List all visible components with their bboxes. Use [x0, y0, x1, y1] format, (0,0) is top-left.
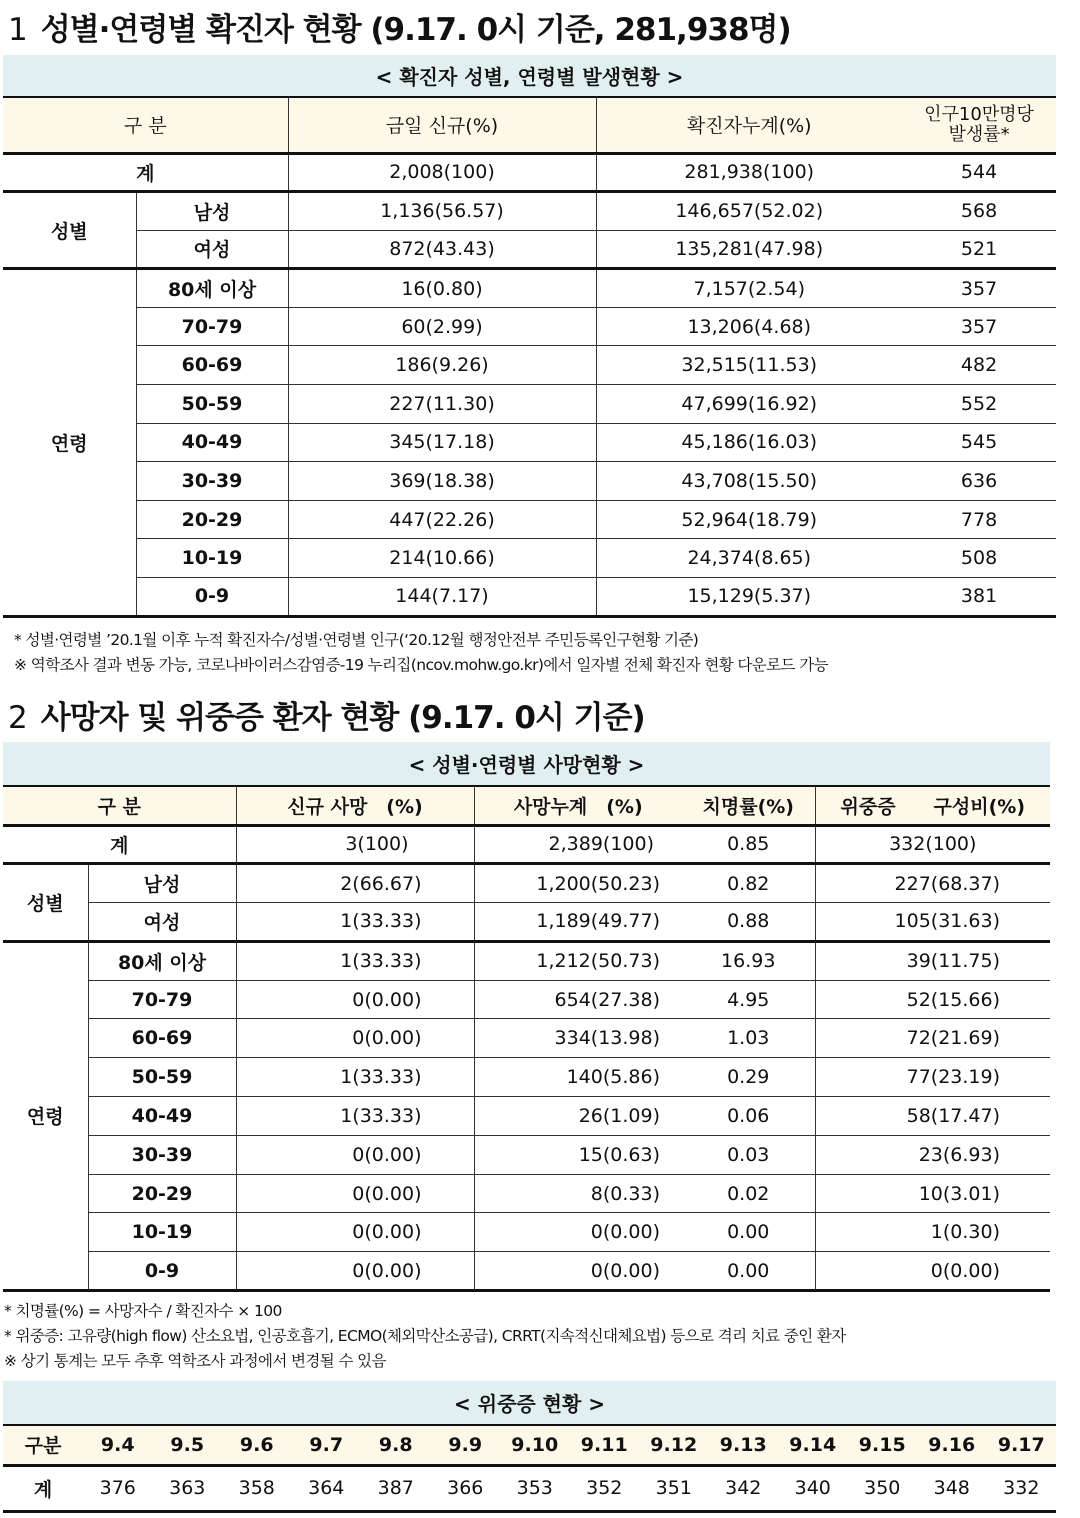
table-row — [3, 385, 1056, 424]
header-cum-death: 사망누계 (%) — [474, 786, 682, 825]
header-row — [3, 1425, 1056, 1465]
header-category: 구분 — [3, 1425, 83, 1465]
new-cases: 186(9.26) — [288, 346, 596, 385]
severe-cases: 227(68.37) — [815, 864, 1050, 903]
table-caption: < 확진자 성별, 연령별 발생현황 > — [3, 55, 1056, 97]
row-label: 40-49 — [88, 1097, 236, 1136]
severe-cases: 332(100) — [815, 825, 1050, 864]
row-label: 남성 — [88, 864, 236, 903]
header-rate-line1: 인구10만명당 — [924, 103, 1034, 125]
header-date: 9.11 — [570, 1425, 640, 1465]
fatality-rate: 0.00 — [682, 1213, 815, 1252]
header-date: 9.17 — [987, 1425, 1057, 1465]
new-cases: 227(11.30) — [288, 385, 596, 424]
cumulative-deaths: 654(27.38) — [474, 980, 682, 1019]
new-deaths: 0(0.00) — [236, 1174, 474, 1213]
fatality-rate: 0.06 — [682, 1097, 815, 1136]
severe-count: 376 — [83, 1465, 153, 1511]
header-category: 구 분 — [3, 786, 236, 825]
section2-title — [8, 692, 645, 737]
header-date: 9.7 — [292, 1425, 362, 1465]
row-label: 여성 — [136, 230, 288, 269]
row-label: 계 — [3, 825, 236, 864]
new-cases: 345(17.18) — [288, 423, 596, 462]
header-date: 9.6 — [222, 1425, 292, 1465]
severe-count: 366 — [431, 1465, 501, 1511]
cumulative-deaths: 15(0.63) — [474, 1135, 682, 1174]
group-label-age: 연령 — [3, 269, 136, 616]
section1-title — [8, 4, 791, 49]
total-row — [3, 1465, 1056, 1511]
footnote: * 성별·연령별 ’20.1월 이후 누적 확진자수/성별·연령별 인구(‘20.12월 행정안전부 주민등록인구현황 기준) — [14, 631, 699, 649]
incidence-rate: 545 — [902, 423, 1056, 462]
fatality-rate: 4.95 — [682, 980, 815, 1019]
incidence-rate: 544 — [902, 153, 1056, 192]
new-cases: 872(43.43) — [288, 230, 596, 269]
row-label: 남성 — [136, 192, 288, 231]
cumulative-cases: 7,157(2.54) — [596, 269, 902, 308]
cumulative-deaths: 0(0.00) — [474, 1213, 682, 1252]
new-cases: 369(18.38) — [288, 462, 596, 501]
table-row — [3, 307, 1056, 346]
group-label-age: 연령 — [3, 941, 88, 1290]
table-row — [3, 539, 1056, 578]
header-fatality: 치명률(%) — [682, 786, 815, 825]
cumulative-cases: 146,657(52.02) — [596, 192, 902, 231]
cumulative-cases: 45,186(16.03) — [596, 423, 902, 462]
header-date: 9.9 — [431, 1425, 501, 1465]
cumulative-deaths: 2,389(100) — [474, 825, 682, 864]
incidence-rate: 482 — [902, 346, 1056, 385]
new-cases: 447(22.26) — [288, 500, 596, 539]
severe-count: 350 — [848, 1465, 918, 1511]
incidence-rate: 381 — [902, 578, 1056, 617]
table-row — [3, 903, 1050, 942]
footnote: * 위중증: 고유량(high flow) 산소요법, 인공호흡기, ECMO(체외막산소공급), CRRT(지속적신대체요법) 등으로 격리 치료 중인 환자 — [4, 1327, 846, 1345]
cumulative-deaths: 0(0.00) — [474, 1252, 682, 1291]
section2-title-text: 사망자 및 위중증 환자 현황 (9.17. 0시 기준) — [40, 700, 645, 736]
new-cases: 144(7.17) — [288, 578, 596, 617]
severe-count: 363 — [153, 1465, 223, 1511]
row-label: 50-59 — [88, 1058, 236, 1097]
severe-cases: 1(0.30) — [815, 1213, 1050, 1252]
table-row — [3, 1252, 1050, 1291]
cumulative-deaths: 8(0.33) — [474, 1174, 682, 1213]
severe-count: 364 — [292, 1465, 362, 1511]
new-deaths: 1(33.33) — [236, 1097, 474, 1136]
new-deaths: 0(0.00) — [236, 1213, 474, 1252]
table-row — [3, 230, 1056, 269]
table-caption-row — [3, 55, 1056, 97]
footnote: ※ 역학조사 결과 변동 가능, 코로나바이러스감염증-19 누리집(ncov.mohw.go.kr)에서 일자별 전체 확진자 현황 다운로드 가능 — [14, 656, 828, 674]
incidence-rate: 552 — [902, 385, 1056, 424]
cumulative-deaths: 1,189(49.77) — [474, 903, 682, 942]
new-cases: 16(0.80) — [288, 269, 596, 308]
new-cases: 2,008(100) — [288, 153, 596, 192]
new-deaths: 0(0.00) — [236, 1019, 474, 1058]
incidence-rate: 357 — [902, 269, 1056, 308]
cumulative-cases: 43,708(15.50) — [596, 462, 902, 501]
table-row — [3, 1097, 1050, 1136]
fatality-rate: 0.00 — [682, 1252, 815, 1291]
section2-number: 2 — [8, 700, 27, 736]
table-row — [3, 864, 1050, 903]
table-row — [3, 1135, 1050, 1174]
section1-title-text: 성별·연령별 확진자 현황 (9.17. 0시 기준, 281,938명) — [40, 12, 791, 48]
total-row — [3, 825, 1050, 864]
row-label: 계 — [3, 153, 288, 192]
severe-cases: 77(23.19) — [815, 1058, 1050, 1097]
severe-cases: 58(17.47) — [815, 1097, 1050, 1136]
table-row — [3, 192, 1056, 231]
header-date: 9.4 — [83, 1425, 153, 1465]
table-caption: < 위중증 현황 > — [3, 1381, 1056, 1425]
row-label: 60-69 — [88, 1019, 236, 1058]
row-label: 계 — [3, 1465, 83, 1511]
incidence-rate: 778 — [902, 500, 1056, 539]
incidence-rate: 568 — [902, 192, 1056, 231]
new-deaths: 0(0.00) — [236, 980, 474, 1019]
header-date: 9.10 — [500, 1425, 570, 1465]
fatality-rate: 0.88 — [682, 903, 815, 942]
header-date: 9.14 — [778, 1425, 848, 1465]
row-label: 0-9 — [136, 578, 288, 617]
incidence-rate: 508 — [902, 539, 1056, 578]
header-date: 9.8 — [361, 1425, 431, 1465]
header-row — [3, 786, 1050, 825]
incidence-rate: 521 — [902, 230, 1056, 269]
header-rate — [902, 97, 1056, 153]
cumulative-cases: 13,206(4.68) — [596, 307, 902, 346]
header-row — [3, 97, 1056, 153]
severe-cases: 0(0.00) — [815, 1252, 1050, 1291]
row-label: 80세 이상 — [136, 269, 288, 308]
new-deaths: 0(0.00) — [236, 1135, 474, 1174]
cumulative-cases: 52,964(18.79) — [596, 500, 902, 539]
new-cases: 1,136(56.57) — [288, 192, 596, 231]
new-deaths: 2(66.67) — [236, 864, 474, 903]
row-label: 70-79 — [136, 307, 288, 346]
table-caption-row — [3, 742, 1050, 786]
table-row — [3, 500, 1056, 539]
new-cases: 60(2.99) — [288, 307, 596, 346]
cumulative-cases: 32,515(11.53) — [596, 346, 902, 385]
group-label-sex: 성별 — [3, 864, 88, 942]
row-label: 10-19 — [88, 1213, 236, 1252]
row-label: 20-29 — [136, 500, 288, 539]
row-label: 50-59 — [136, 385, 288, 424]
table-row — [3, 980, 1050, 1019]
header-new: 금일 신규(%) — [288, 97, 596, 153]
footnote: * 치명률(%) = 사망자수 / 확진자수 × 100 — [4, 1302, 282, 1320]
deaths-table — [3, 742, 1050, 1292]
header-category: 구 분 — [3, 97, 288, 153]
fatality-rate: 0.85 — [682, 825, 815, 864]
cumulative-deaths: 140(5.86) — [474, 1058, 682, 1097]
severe-cases: 39(11.75) — [815, 941, 1050, 980]
cumulative-cases: 281,938(100) — [596, 153, 902, 192]
severe-count: 352 — [570, 1465, 640, 1511]
table-row — [3, 423, 1056, 462]
new-cases: 214(10.66) — [288, 539, 596, 578]
new-deaths: 1(33.33) — [236, 941, 474, 980]
table-row — [3, 1019, 1050, 1058]
cumulative-deaths: 26(1.09) — [474, 1097, 682, 1136]
row-label: 80세 이상 — [88, 941, 236, 980]
severe-count: 332 — [987, 1465, 1057, 1511]
incidence-rate: 636 — [902, 462, 1056, 501]
row-label: 여성 — [88, 903, 236, 942]
row-label: 0-9 — [88, 1252, 236, 1291]
severe-count: 353 — [500, 1465, 570, 1511]
row-label: 10-19 — [136, 539, 288, 578]
severe-cases-table — [3, 1381, 1056, 1513]
table-row — [3, 462, 1056, 501]
confirmed-cases-table — [3, 55, 1056, 618]
new-deaths: 0(0.00) — [236, 1252, 474, 1291]
cumulative-deaths: 1,200(50.23) — [474, 864, 682, 903]
new-deaths: 3(100) — [236, 825, 474, 864]
table-caption-row — [3, 1381, 1056, 1425]
row-label: 30-39 — [136, 462, 288, 501]
row-label: 70-79 — [88, 980, 236, 1019]
group-label-sex: 성별 — [3, 192, 136, 269]
header-date: 9.15 — [848, 1425, 918, 1465]
header-cumulative: 확진자누계(%) — [596, 97, 902, 153]
new-deaths: 1(33.33) — [236, 1058, 474, 1097]
row-label: 20-29 — [88, 1174, 236, 1213]
total-row — [3, 153, 1056, 192]
severe-count: 340 — [778, 1465, 848, 1511]
cumulative-cases: 47,699(16.92) — [596, 385, 902, 424]
header-date: 9.13 — [709, 1425, 779, 1465]
row-label: 60-69 — [136, 346, 288, 385]
severe-cases: 10(3.01) — [815, 1174, 1050, 1213]
header-rate-line2: 발생률* — [948, 123, 1010, 145]
severe-cases: 105(31.63) — [815, 903, 1050, 942]
table-row — [3, 269, 1056, 308]
row-label: 30-39 — [88, 1135, 236, 1174]
table-row — [3, 578, 1056, 617]
fatality-rate: 0.03 — [682, 1135, 815, 1174]
incidence-rate: 357 — [902, 307, 1056, 346]
table-row — [3, 1213, 1050, 1252]
cumulative-deaths: 334(13.98) — [474, 1019, 682, 1058]
cumulative-cases: 24,374(8.65) — [596, 539, 902, 578]
cumulative-deaths: 1,212(50.73) — [474, 941, 682, 980]
table-row — [3, 346, 1056, 385]
severe-cases: 52(15.66) — [815, 980, 1050, 1019]
fatality-rate: 0.02 — [682, 1174, 815, 1213]
fatality-rate: 0.29 — [682, 1058, 815, 1097]
fatality-rate: 16.93 — [682, 941, 815, 980]
section1-number: 1 — [8, 12, 27, 48]
table-row — [3, 1058, 1050, 1097]
footnote: ※ 상기 통계는 모두 추후 역학조사 과정에서 변경될 수 있음 — [4, 1352, 386, 1370]
table-row — [3, 1174, 1050, 1213]
table-caption: < 성별·연령별 사망현황 > — [3, 742, 1050, 786]
severe-count: 348 — [917, 1465, 987, 1511]
header-severe: 위중증 구성비(%) — [815, 786, 1050, 825]
table-row — [3, 941, 1050, 980]
new-deaths: 1(33.33) — [236, 903, 474, 942]
severe-count: 351 — [639, 1465, 709, 1511]
fatality-rate: 0.82 — [682, 864, 815, 903]
header-date: 9.12 — [639, 1425, 709, 1465]
header-date: 9.16 — [917, 1425, 987, 1465]
cumulative-cases: 135,281(47.98) — [596, 230, 902, 269]
severe-cases: 23(6.93) — [815, 1135, 1050, 1174]
severe-count: 342 — [709, 1465, 779, 1511]
severe-count: 358 — [222, 1465, 292, 1511]
severe-count: 387 — [361, 1465, 431, 1511]
header-date: 9.5 — [153, 1425, 223, 1465]
row-label: 40-49 — [136, 423, 288, 462]
cumulative-cases: 15,129(5.37) — [596, 578, 902, 617]
header-new-death: 신규 사망 (%) — [236, 786, 474, 825]
fatality-rate: 1.03 — [682, 1019, 815, 1058]
severe-cases: 72(21.69) — [815, 1019, 1050, 1058]
